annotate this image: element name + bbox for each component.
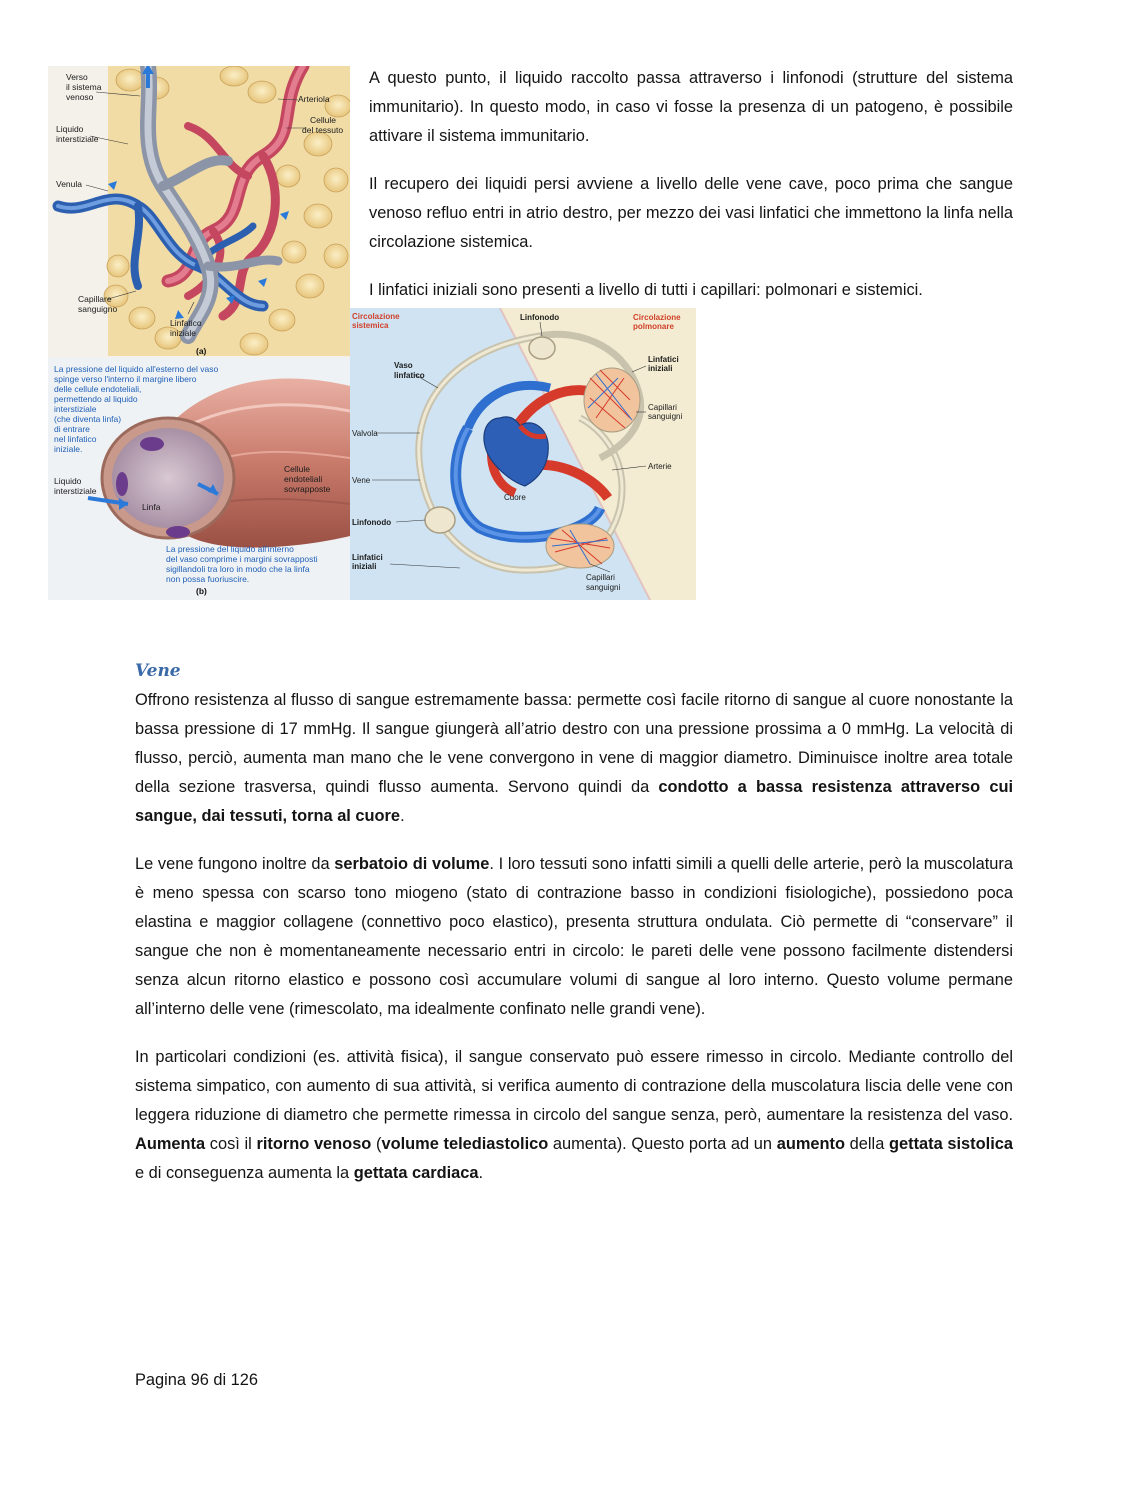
systemic-capillary-bed xyxy=(546,524,614,568)
label-cellule-endoteliali-3: sovrapposte xyxy=(284,484,331,494)
label-liquido-b: Liquido xyxy=(54,476,82,486)
label-linfonodo-bottom: Linfonodo xyxy=(352,518,392,527)
right-column-text xyxy=(369,64,1013,324)
pressure-top-line-2: spinge verso l'interno il margine libero xyxy=(54,374,197,384)
label-cuore: Cuore xyxy=(504,493,526,502)
label-valvola: Valvola xyxy=(352,429,378,438)
p2-bold-serbatoio: serbatoio di volume xyxy=(334,855,490,873)
p1-text-a: Offrono resistenza al flusso di sangue estremamente bassa: permette così facile ritorno di sangue al cuore nonostante la bassa pressione di 17 mmHg. Il sangue giungerà all’atrio destro con una pressione prossima a 0 mmHg. La velocità di flusso, perciò, aumenta man mano che le vene convergono in vene di maggior diametro. Diminuisce inoltre area totale della sezione trasversa, quindi flusso aumenta. Servono quindi da xyxy=(135,691,1013,796)
section-heading-vene: Vene xyxy=(135,661,181,681)
lymphatic-circulation-figure xyxy=(350,308,696,600)
label-capillari-bottom-1: Capillari xyxy=(586,573,615,582)
p3-bold-aumento: aumento xyxy=(776,1135,846,1153)
lymphatic-circulation-diagram xyxy=(350,308,696,600)
paragraph-linfatici-iniziali: I linfatici iniziali sono presenti a livello di tutti i capillari: polmonari e sistemici. xyxy=(369,281,923,299)
page-number: Pagina 96 di 126 xyxy=(135,1371,259,1389)
pressure-top-line-4: permettendo al liquido xyxy=(54,394,138,404)
panel-a-label: (a) xyxy=(196,346,207,356)
label-interstiziale-b: interstiziale xyxy=(54,486,97,496)
p1-text-c: . xyxy=(400,807,405,825)
label-capillare: Capillare xyxy=(78,294,112,304)
label-linfatici-bottom-2: iniziali xyxy=(352,562,377,571)
label-iniziale: iniziale xyxy=(170,328,196,338)
panel-b-label: (b) xyxy=(196,586,207,596)
lymph-node-bottom xyxy=(425,507,455,533)
label-arterie: Arterie xyxy=(648,462,672,471)
label-interstiziale: interstiziale xyxy=(56,134,99,144)
label-linfatici-iniziali-2: iniziali xyxy=(648,364,673,373)
p3-text-a: In particolari condizioni (es. attività fisica), il sangue conservato può essere rimesso in circolo. Mediante controllo del sistema simpatico, con aumento di sua attività, si verifica aumento di contrazione della muscolatura liscia delle vene con leggera riduzione di diametro che permette rimessa in circolo del sangue senza, però, aumentare la resistenza del vaso. xyxy=(135,1048,1013,1124)
label-capillari-top-2: sanguigni xyxy=(648,412,683,421)
paragraph-recupero-liquidi: Il recupero dei liquidi persi avviene a livello delle vene cave, poco prima che sangue venoso refluo entri in atrio destro, per mezzo dei vasi linfatici che immettono la linfa nella circolazione sistemica. xyxy=(369,175,1013,251)
lymphatic-capillary-figure xyxy=(48,66,350,600)
pressure-bottom-line-1: La pressione del liquido all'interno xyxy=(166,544,294,554)
label-verso: Verso xyxy=(66,72,88,82)
label-cellule-endoteliali-2: endoteliali xyxy=(284,474,323,484)
paragraph-serbatoio xyxy=(135,850,1013,1024)
label-linfatici-bottom-1: Linfatici xyxy=(352,553,383,562)
label-linfatici-iniziali-1: Linfatici xyxy=(648,355,679,364)
label-vaso-linfatico-1: Vaso xyxy=(394,361,413,370)
p3-text-c: così il xyxy=(205,1135,257,1153)
p3-bold-gettata-sistolica: gettata sistolica xyxy=(888,1135,1013,1153)
p2-text-a: Le vene fungono inoltre da xyxy=(135,855,335,873)
label-cellule-endoteliali-1: Cellule xyxy=(284,464,310,474)
label-del-tessuto: del tessuto xyxy=(302,125,344,135)
p3-bold-ritorno-venoso: ritorno venoso xyxy=(256,1135,372,1153)
label-liquido: Liquido xyxy=(56,124,84,134)
label-capillari-top-1: Capillari xyxy=(648,403,677,412)
pressure-top-line-8: nel linfatico xyxy=(54,434,97,444)
pressure-top-line-3: delle cellule endoteliali, xyxy=(54,384,142,394)
label-circolazione-sistemica-1: Circolazione xyxy=(352,312,400,321)
lymph-node-top xyxy=(529,337,555,359)
p3-text-k: e di conseguenza aumenta la xyxy=(135,1164,354,1182)
pressure-top-line-5: interstiziale xyxy=(54,404,97,414)
label-linfonodo-top: Linfonodo xyxy=(520,313,560,322)
p2-text-c: . I loro tessuti sono infatti simili a quelli delle arterie, però la muscolatura è meno spessa con scarso tono miogeno (stato di contrazione basso in condizioni fisiologiche), possiedono poca elastina e maggior collagene (connettivo poco elastico), presenta struttura ondulata. Ciò permette di “conservare” il sangue che non è momentaneamente necessario entri in circolo: le pareti delle vene possono facilmente distendersi senza alcun ritorno elastico e possono così accumulare volumi di sangue al loro interno. Questo volume permane all’interno delle vene (rimescolato, ma idealmente confinato nelle grandi vene). xyxy=(135,855,1013,1018)
p3-text-e: ( xyxy=(371,1135,382,1153)
label-circolazione-polmonare-1: Circolazione xyxy=(633,313,681,322)
pressure-bottom-line-3: sigillandoli tra loro in modo che la linfa xyxy=(166,564,310,574)
p3-bold-aumenta: Aumenta xyxy=(135,1135,206,1153)
p3-text-g: aumenta). Questo porta ad un xyxy=(548,1135,777,1153)
pressure-top-line-1: La pressione del liquido all'esterno del vaso xyxy=(54,364,219,374)
label-linfa: Linfa xyxy=(142,502,161,512)
paragraph-resistenza xyxy=(135,686,1013,831)
label-vaso-linfatico-2: linfatico xyxy=(394,371,425,380)
p3-bold-volume-telediastolico: volume telediastolico xyxy=(381,1135,549,1153)
p1-bold-condotto: condotto a bassa resistenza attraverso cui sangue, dai tessuti, torna al cuore xyxy=(135,778,1014,825)
p3-text-m: . xyxy=(478,1164,484,1182)
pressure-top-line-7: di entrare xyxy=(54,424,90,434)
label-capillari-bottom-2: sanguigni xyxy=(586,583,621,592)
paragraph-linfonodi: A questo punto, il liquido raccolto passa attraverso i linfonodi (strutture del sistema immunitario). In questo modo, in caso vi fosse la presenza di un patogeno, è possibile attivare il sistema immunitario. xyxy=(369,69,1013,145)
label-cellule: Cellule xyxy=(310,115,336,125)
p3-text-i: della xyxy=(845,1135,889,1153)
label-venoso: venoso xyxy=(66,92,94,102)
label-il-sistema: il sistema xyxy=(66,82,102,92)
section-vene xyxy=(135,657,1013,1207)
label-linfatico: Linfatico xyxy=(170,318,202,328)
lymphatic-capillary-illustration xyxy=(48,66,350,600)
pulmonary-capillary-bed xyxy=(584,368,640,432)
paragraph-attivita-fisica xyxy=(135,1043,1013,1188)
label-venula: Venula xyxy=(56,179,82,189)
label-vene: Vene xyxy=(352,476,371,485)
p3-bold-gettata-cardiaca: gettata cardiaca xyxy=(353,1164,479,1182)
pressure-top-line-9: iniziale. xyxy=(54,444,83,454)
pressure-bottom-line-2: del vaso comprime i margini sovrapposti xyxy=(166,554,318,564)
pressure-bottom-line-4: non possa fuoriuscire. xyxy=(166,574,250,584)
label-sanguigno: sanguigno xyxy=(78,304,118,314)
label-arteriola: Arteriola xyxy=(298,94,330,104)
label-circolazione-sistemica-2: sistemica xyxy=(352,321,389,330)
label-circolazione-polmonare-2: polmonare xyxy=(633,322,674,331)
pressure-top-line-6: (che diventa linfa) xyxy=(54,414,122,424)
